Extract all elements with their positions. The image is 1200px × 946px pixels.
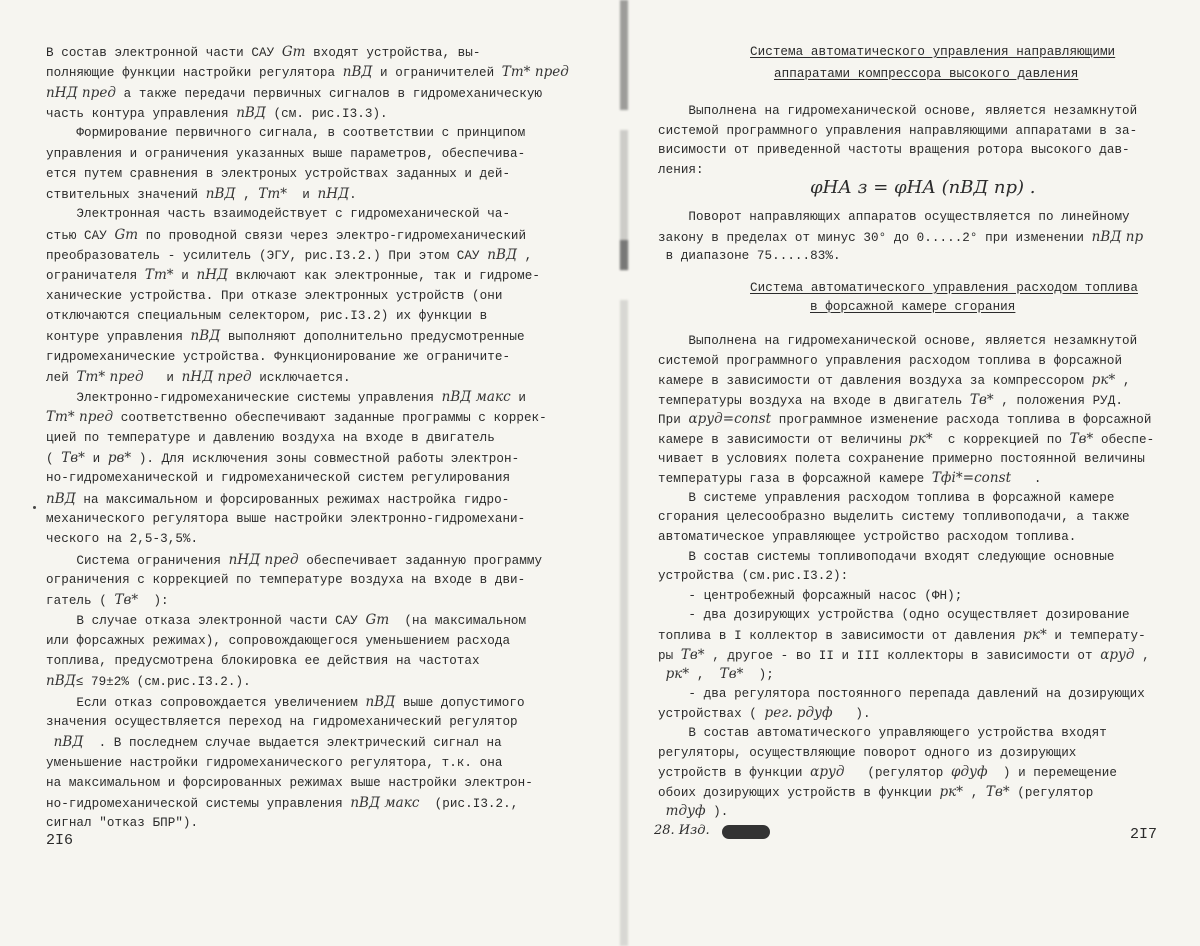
text-run: (см. рис.I3.3). <box>265 106 388 121</box>
text-line <box>658 451 1145 467</box>
text-run: а также передачи первичных сигналов в гидромеханическую <box>116 86 543 101</box>
book-gutter <box>612 0 642 946</box>
text-line <box>46 612 526 629</box>
text-line <box>658 745 1076 761</box>
text-line <box>658 725 1107 741</box>
formula-vane-angle: φНА з = φНА (nВД пр) . <box>810 177 1036 198</box>
formula-symbol: Tв* <box>1069 431 1094 447</box>
text-line <box>658 248 841 264</box>
formula-symbol: nВД <box>53 734 84 751</box>
formula-symbol: pк* <box>1023 627 1047 643</box>
formula-symbol: αруд <box>1100 646 1135 663</box>
text-run: В состав системы топливоподачи входят следующие основные <box>658 549 1115 564</box>
formula-symbol: nВД <box>190 328 221 345</box>
formula-symbol: nВД <box>365 693 396 710</box>
text-run: и температу- <box>1046 629 1146 643</box>
text-run: гатель ( <box>46 594 115 609</box>
formula-symbol: pк* <box>665 666 690 683</box>
text-run: ограничения с коррекцией по температуре воздуха на входе в дви- <box>46 572 526 587</box>
text-line <box>46 186 357 203</box>
text-line <box>46 734 502 751</box>
text-run: с коррекцией по <box>932 433 1070 447</box>
formula-symbol: рег. pдуф <box>764 705 833 722</box>
text-run: ). <box>832 707 871 722</box>
formula-symbol: nВД <box>46 490 76 507</box>
text-run: Выполнена на гидромеханической основе, является незамкнутой <box>658 334 1138 348</box>
handwritten-note: 28. Изд. <box>654 823 710 838</box>
text-line <box>46 714 518 730</box>
text-line <box>46 349 510 365</box>
text-run: (рис.I3.2., <box>419 797 519 812</box>
text-run: . В последнем случае выдается электрический сигнал на <box>83 736 502 751</box>
formula-symbol: Tт* пред <box>501 64 569 81</box>
formula-symbol: pк* <box>939 783 964 800</box>
text-line <box>46 531 198 547</box>
text-run: Электронная часть взаимодействует с гидромеханической ча- <box>46 207 511 222</box>
text-line <box>46 64 569 81</box>
text-line <box>46 247 532 264</box>
text-run: ≤ 79±2% (см.рис.I3.2.). <box>75 675 251 690</box>
text-run: часть контура управления <box>46 106 237 121</box>
formula-symbol: Tв* <box>719 666 744 683</box>
text-run: При <box>658 413 689 428</box>
formula-symbol: nВД <box>46 673 76 690</box>
formula-symbol: Tв* <box>969 391 994 408</box>
text-run: ) и перемещение <box>987 766 1117 781</box>
text-run: механического регулятора выше настройки электронно-гидромехани- <box>46 511 526 526</box>
text-line <box>658 588 962 604</box>
text-run: уменьшение настройки гидромеханического регулятора, т.к. она <box>46 755 503 770</box>
formula-symbol: Tв* <box>61 450 85 466</box>
formula-symbol: nВД <box>342 64 373 81</box>
formula-symbol: nНД <box>196 267 229 284</box>
text-line <box>46 775 533 791</box>
text-run: камере в зависимости от давления воздуха за компрессором <box>658 374 1092 389</box>
text-line <box>658 607 1130 623</box>
text-run: и ограничителей <box>372 66 502 81</box>
text-run: стью САУ <box>46 228 115 243</box>
text-run: устройствах ( <box>658 707 765 722</box>
text-run: ): <box>138 594 169 609</box>
text-line <box>658 509 1130 525</box>
text-line <box>46 308 487 324</box>
text-line <box>658 647 1150 664</box>
text-line <box>46 491 509 508</box>
text-run: Выполнена на гидромеханической основе, является незамкнутой <box>658 104 1138 118</box>
text-run: температуры воздуха на входе в двигатель <box>658 393 970 408</box>
text-run: ); <box>743 668 774 683</box>
text-line <box>658 490 1114 506</box>
text-run: В состав электронной части САУ <box>46 46 282 60</box>
text-line <box>658 103 1137 119</box>
text-line <box>46 227 526 244</box>
text-run: устройств в функции <box>658 766 811 781</box>
text-line <box>658 162 704 178</box>
text-run: ры <box>658 648 681 663</box>
text-line <box>658 627 1146 644</box>
text-run: и <box>173 269 197 284</box>
text-line <box>46 146 525 162</box>
text-run: - два регулятора постоянного перепада давлений на дозирующих <box>658 686 1145 701</box>
text-run: ханические устройства. При отказе электронных устройств (они <box>46 288 503 303</box>
formula-symbol: nНД пред <box>228 551 299 568</box>
text-run <box>46 736 54 750</box>
text-run: , <box>235 188 259 203</box>
ink-blot <box>722 825 770 839</box>
text-run: чивает в условиях полета сохранение примерно постоянной величины <box>658 451 1145 466</box>
text-run: - два дозирующих устройства (одно осуществляет дозирование <box>658 608 1130 623</box>
text-run: полняющие функции настройки регулятора <box>46 66 343 81</box>
text-run: системой программного управления направляющими аппаратами в за- <box>658 123 1138 138</box>
text-run <box>658 668 666 682</box>
text-line <box>46 85 542 102</box>
text-run: , <box>516 249 533 263</box>
formula-symbol: Tт* пред <box>76 368 144 385</box>
formula-symbol: Tт* <box>144 267 174 284</box>
text-run: на максимальном и форсированных режимах выше настройки электрон- <box>46 775 533 790</box>
text-line <box>46 552 542 569</box>
text-line <box>658 209 1130 225</box>
text-run: программное изменение расхода топлива в форсажной <box>771 413 1152 428</box>
text-line <box>46 755 502 771</box>
text-run: . <box>1011 472 1042 487</box>
text-line <box>658 372 1130 389</box>
text-line <box>46 815 198 831</box>
formula-symbol: Tв* <box>680 646 705 663</box>
text-run: преобразователь - усилитель (ЭГУ, рис.I3.2.) При этом САУ <box>46 249 488 263</box>
text-run: и <box>84 452 108 466</box>
text-line <box>46 125 525 141</box>
text-run: Электронно-гидромеханические системы управления <box>46 391 442 406</box>
text-run: системой программного управления расходом топлива в форсажной <box>658 353 1123 368</box>
text-run: ). <box>705 805 729 820</box>
text-run: Система ограничения <box>46 553 229 568</box>
text-line <box>46 592 169 609</box>
text-run: (регулятор <box>1009 785 1094 800</box>
text-line <box>658 431 1154 448</box>
text-run: автоматическое управляющее устройство расходом топлива. <box>658 530 1077 544</box>
text-line <box>46 288 502 304</box>
text-line <box>658 392 1123 409</box>
text-run: и <box>143 370 182 385</box>
right-page <box>642 0 1200 946</box>
page-number: 2I7 <box>1130 826 1158 843</box>
text-run: ограничателя <box>46 269 145 284</box>
text-run: и <box>510 391 526 406</box>
text-line <box>658 142 1130 158</box>
text-line <box>46 166 510 182</box>
text-run: выше допустимого <box>395 695 525 710</box>
text-run: отключаются специальным селектором, рис.I3.2) их функции в <box>46 308 488 323</box>
text-run: - центробежный форсажный насос (ФН); <box>658 588 963 603</box>
formula-symbol: nВД <box>205 186 236 203</box>
formula-symbol: Gт <box>365 612 390 629</box>
text-line <box>658 529 1076 545</box>
text-run: (на максимальном <box>389 614 527 629</box>
text-line <box>46 409 547 426</box>
text-line <box>658 353 1122 369</box>
text-run: температуры газа в форсажной камере <box>658 472 932 487</box>
formula-symbol: nНД <box>317 186 350 203</box>
text-run: камере в зависимости от величины <box>658 433 910 447</box>
formula-symbol: nВД <box>236 104 266 121</box>
text-line <box>658 470 1042 487</box>
formula-symbol: nНД пред <box>46 84 117 101</box>
formula-symbol: pк* <box>1091 372 1116 389</box>
text-run: , другое - во II и III коллекторы в зависимости от <box>704 648 1101 663</box>
formula-symbol: Tт* <box>258 186 288 203</box>
formula-symbol: nВД <box>487 247 517 263</box>
text-run: закону в пределах от минус 30° до 0.....2° при изменении <box>658 230 1092 245</box>
formula-symbol: Tт* пред <box>46 409 114 426</box>
text-run: лей <box>46 370 77 385</box>
text-run: но-гидромеханической и гидромеханической систем регулирования <box>46 471 511 486</box>
text-run: значения осуществляется переход на гидромеханический регулятор <box>46 714 518 729</box>
text-run: сгорания целесообразно выделить систему топливоподачи, а также <box>658 510 1130 525</box>
text-run: включают как электронные, так и гидроме- <box>228 269 540 284</box>
text-run: обеспе- <box>1093 433 1155 447</box>
text-run: . <box>349 188 357 203</box>
formula-symbol: pк* <box>909 431 933 447</box>
text-run: , <box>689 668 720 683</box>
text-run: на максимальном и форсированных режимах настройка гидро- <box>75 492 510 507</box>
text-line <box>658 411 1152 428</box>
text-run: гидромеханические устройства. Функционирование же ограничите- <box>46 349 511 364</box>
text-run: по проводной связи через электро-гидромеханический <box>138 228 527 243</box>
text-line <box>46 470 510 486</box>
formula-symbol: αруд=const <box>688 411 772 428</box>
text-run: устройства (см.рис.I3.2): <box>658 569 849 584</box>
text-line <box>46 369 351 386</box>
text-run: ( <box>46 452 62 466</box>
section-heading-1-line-1: Система автоматического управления направляющими <box>750 45 1116 59</box>
text-line <box>46 450 519 467</box>
text-run: (регулятор <box>844 766 952 781</box>
text-line <box>46 653 480 669</box>
text-run: контуре управления <box>46 330 191 345</box>
text-run: Поворот направляющих аппаратов осуществляется по линейному <box>658 210 1130 224</box>
text-run: , положения РУД. <box>993 393 1123 408</box>
formula-symbol: mдуф <box>665 803 706 820</box>
formula-symbol: Gт <box>114 226 139 243</box>
text-run: Формирование первичного сигнала, в соответствии с принципом <box>46 126 526 141</box>
text-run: топлива, предусмотрена блокировка ее действия на частотах <box>46 654 480 668</box>
formula-symbol: nВД макс <box>441 389 511 406</box>
text-run: и <box>287 188 318 203</box>
text-line <box>658 686 1145 702</box>
text-line <box>658 764 1117 781</box>
text-run: висимости от приведенной частоты вращения ротора высокого дав- <box>658 143 1130 157</box>
formula-symbol: Tв* <box>114 592 139 609</box>
text-line <box>658 705 871 722</box>
text-run: соответственно обеспечивают заданные программы с коррек- <box>113 411 547 426</box>
text-run: , <box>963 785 986 800</box>
text-run: ческого на 2,5-3,5%. <box>46 532 199 547</box>
text-run: или форсажных режимах), сопровождающегося уменьшением расхода <box>46 633 511 648</box>
text-line <box>658 123 1137 139</box>
text-run: В системе управления расходом топлива в форсажной камере <box>658 490 1115 505</box>
text-run: ется путем сравнения в электроных устройствах заданных и дей- <box>46 166 511 181</box>
text-line <box>46 105 388 122</box>
text-line <box>658 568 848 584</box>
text-line <box>46 44 481 61</box>
text-run: В состав автоматического управляющего устройства входят <box>658 726 1107 740</box>
text-run: регуляторы, осуществляющие поворот одного из дозирующих <box>658 745 1077 760</box>
text-line <box>46 633 510 649</box>
formula-symbol: nВД макс <box>350 795 420 812</box>
section-heading-2-line-1: Система автоматического управления расходом топлива <box>750 281 1138 295</box>
text-line <box>658 803 728 820</box>
text-line <box>658 549 1114 565</box>
text-line <box>46 673 251 690</box>
formula-symbol: Gт <box>281 44 306 60</box>
text-run: входят устройства, вы- <box>305 46 481 60</box>
text-line <box>658 784 1093 801</box>
text-line <box>46 267 540 284</box>
text-run: исключается. <box>251 370 351 385</box>
text-run: выполняют дополнительно предусмотренные <box>220 330 525 345</box>
text-run: В случае отказа электронной части САУ <box>46 614 366 629</box>
text-line <box>658 666 774 683</box>
text-line <box>658 229 1143 246</box>
text-line <box>46 511 525 527</box>
text-run: сигнал "отказ БПР"). <box>46 816 199 831</box>
text-run: ствительных значений <box>46 188 206 203</box>
text-run <box>658 805 666 819</box>
formula-symbol: φдуф <box>951 764 988 781</box>
section-heading-2-line-2: в форсажной камере сгорания <box>810 300 1016 314</box>
formula-symbol: αруд <box>810 764 845 781</box>
text-run: управления и ограничения указанных выше параметров, обеспечива- <box>46 146 526 161</box>
text-run: ления: <box>658 162 704 177</box>
text-line <box>46 389 526 406</box>
text-run: цией по температуре и давлению воздуха на входе в двигатель <box>46 430 495 445</box>
formula-symbol: Tв* <box>985 783 1010 800</box>
text-line <box>46 572 525 588</box>
text-line <box>46 694 525 711</box>
text-line <box>658 333 1137 349</box>
page-number: 2I6 <box>46 832 74 849</box>
margin-speck <box>33 506 36 509</box>
text-line <box>46 795 518 812</box>
text-line <box>46 328 525 345</box>
text-run: но-гидромеханической системы управления <box>46 797 351 812</box>
formula-symbol: nВД пр <box>1091 228 1144 245</box>
text-run: обоих дозирующих устройств в функции <box>658 785 940 800</box>
formula-symbol: Tфi*=const <box>931 470 1012 487</box>
text-line <box>46 206 510 222</box>
formula-symbol: pв* <box>107 450 132 466</box>
text-run: , <box>1134 648 1150 663</box>
text-run: в диапазоне 75.....83%. <box>658 249 841 263</box>
text-run: ). Для исключения зоны совместной работы электрон- <box>131 452 520 466</box>
text-line <box>46 430 495 446</box>
formula-symbol: nНД пред <box>181 368 252 385</box>
section-heading-1-line-2: аппаратами компрессора высокого давления <box>774 67 1079 81</box>
text-run: обеспечивает заданную программу <box>298 553 543 568</box>
text-run: , <box>1115 374 1131 389</box>
text-run: Если отказ сопровождается увеличением <box>46 695 366 710</box>
text-run: топлива в I коллектор в зависимости от давления <box>658 629 1024 643</box>
